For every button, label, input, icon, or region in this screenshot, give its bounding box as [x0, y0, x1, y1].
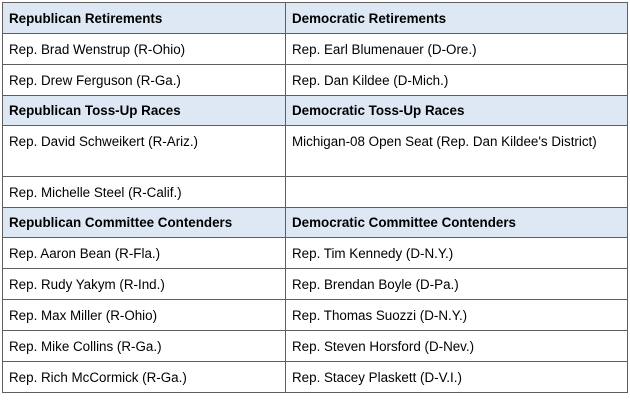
republican-cell: Rep. Brad Wenstrup (R-Ohio) [3, 34, 286, 65]
democratic-committee-header: Democratic Committee Contenders [286, 208, 628, 238]
democratic-retirements-header: Democratic Retirements [286, 3, 628, 34]
democratic-cell: Rep. Brendan Boyle (D-Pa.) [286, 269, 628, 300]
table-row [3, 34, 628, 65]
democratic-cell: Rep. Earl Blumenauer (D-Ore.) [286, 34, 628, 65]
democratic-cell: Rep. Dan Kildee (D-Mich.) [286, 65, 628, 96]
republican-toss-up-header: Republican Toss-Up Races [3, 96, 286, 126]
democratic-cell: Rep. Thomas Suozzi (D-N.Y.) [286, 300, 628, 331]
table-row [3, 177, 628, 208]
republican-cell: Rep. Max Miller (R-Ohio) [3, 300, 286, 331]
table-row [3, 238, 628, 269]
table-row [3, 300, 628, 331]
table-header-row [3, 3, 628, 34]
republican-cell: Rep. Aaron Bean (R-Fla.) [3, 238, 286, 269]
republican-cell: Rep. Rudy Yakym (R-Ind.) [3, 269, 286, 300]
democratic-cell: Rep. Tim Kennedy (D-N.Y.) [286, 238, 628, 269]
republican-cell: Rep. David Schweikert (R-Ariz.) [3, 126, 286, 177]
retirements-and-races-table [2, 2, 628, 393]
table-row [3, 65, 628, 96]
republican-committee-header: Republican Committee Contenders [3, 208, 286, 238]
republican-cell: Rep. Michelle Steel (R-Calif.) [3, 177, 286, 208]
table-header-row [3, 208, 628, 238]
republican-retirements-header: Republican Retirements [3, 3, 286, 34]
table-row [3, 126, 628, 177]
democratic-cell-empty [286, 177, 628, 208]
republican-cell: Rep. Drew Ferguson (R-Ga.) [3, 65, 286, 96]
democratic-cell: Rep. Steven Horsford (D-Nev.) [286, 331, 628, 362]
republican-cell: Rep. Rich McCormick (R-Ga.) [3, 362, 286, 393]
table-header-row [3, 96, 628, 126]
table-row [3, 269, 628, 300]
table-row [3, 331, 628, 362]
democratic-cell: Michigan-08 Open Seat (Rep. Dan Kildee's District) [286, 126, 628, 177]
republican-cell: Rep. Mike Collins (R-Ga.) [3, 331, 286, 362]
democratic-toss-up-header: Democratic Toss-Up Races [286, 96, 628, 126]
table-row [3, 362, 628, 393]
democratic-cell: Rep. Stacey Plaskett (D-V.I.) [286, 362, 628, 393]
